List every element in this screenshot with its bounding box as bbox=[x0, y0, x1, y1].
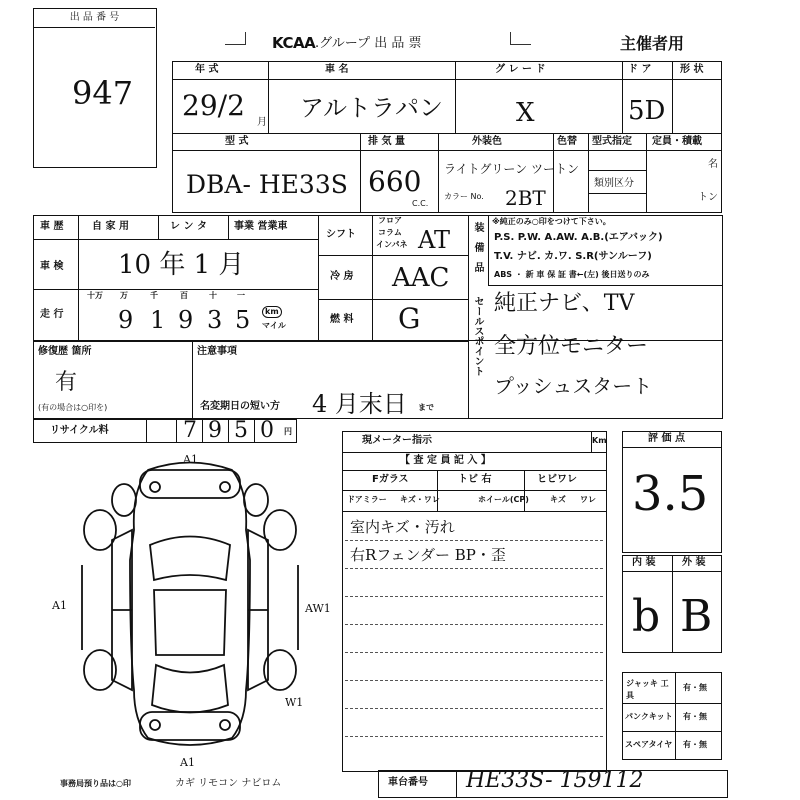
shift-option: インパネ bbox=[376, 240, 408, 249]
displacement-label: 排 気 量 bbox=[368, 136, 405, 147]
inspector-title: 【 査 定 員 記 入 】 bbox=[400, 455, 491, 466]
displacement-value: 660 bbox=[368, 165, 422, 198]
wheel-scratch: キズ bbox=[550, 495, 566, 504]
rating-score: 3.5 bbox=[632, 466, 709, 522]
chassis-label: 車台番号 bbox=[388, 777, 428, 788]
inspection-note-line: 室内キズ・汚れ bbox=[350, 518, 455, 536]
mirror-damage: キズ・ワレ bbox=[400, 495, 440, 504]
grade-value: X bbox=[516, 98, 535, 128]
shift-value: AT bbox=[418, 226, 451, 254]
lot-number-box bbox=[33, 8, 157, 168]
header-title: .グループ 出 品 票 bbox=[315, 36, 422, 51]
aircon-label: 冷 房 bbox=[330, 271, 354, 282]
exterior-label: 外 装 bbox=[682, 557, 706, 568]
digit-label: 千 bbox=[150, 291, 158, 300]
exterior-score: B bbox=[680, 591, 713, 642]
damage-mark: A1 bbox=[52, 599, 67, 612]
meter-unit: Km bbox=[592, 436, 607, 445]
mileage-digit: 3 bbox=[207, 306, 223, 334]
windshield-label: Fガラス bbox=[372, 474, 409, 485]
jack-value: 有・無 bbox=[683, 683, 707, 692]
shift-option: コラム bbox=[378, 228, 402, 237]
year-label: 年 式 bbox=[195, 64, 219, 75]
inspection-note-line: 右Rフェンダー BP・歪 bbox=[350, 546, 506, 564]
model-value: DBA- HE33S bbox=[186, 170, 348, 199]
recycle-digit: 0 bbox=[260, 418, 274, 443]
notes-label: 注意事項 bbox=[197, 346, 237, 357]
history-option-private: 自 家 用 bbox=[92, 221, 129, 232]
model-label: 型 式 bbox=[225, 136, 249, 147]
history-label: 車 歴 bbox=[40, 221, 64, 232]
digit-label: 百 bbox=[180, 291, 188, 300]
shift-option: フロア bbox=[378, 216, 402, 225]
jack-label: ジャッキ 工 具 bbox=[626, 679, 669, 700]
repair-value: 有 bbox=[55, 370, 78, 395]
equipment-line2: T.V. ナビ. カ.ワ. S.R(サンルーフ) bbox=[494, 251, 652, 262]
interior-label: 内 装 bbox=[632, 557, 656, 568]
sales-point-line: 全方位モニター bbox=[494, 334, 649, 359]
color-no-label: カラー No. bbox=[444, 192, 484, 201]
inspection-value: 10 年 1 月 bbox=[118, 250, 245, 280]
mileage-digit: 1 bbox=[150, 306, 166, 334]
meter-label: 現メーター指示 bbox=[362, 435, 432, 446]
mileage-digit: 5 bbox=[235, 306, 251, 334]
mile-unit: マイル bbox=[262, 321, 286, 330]
sales-point-line: 純正ナビ、TV bbox=[494, 291, 635, 316]
car-name-label: 車 名 bbox=[325, 64, 349, 75]
windshield-chip: トビ 右 bbox=[458, 474, 492, 485]
spare-tire-value: 有・無 bbox=[683, 740, 707, 749]
digit-label: 一 bbox=[237, 291, 245, 300]
office-items-label: 事務局預り品は○印 bbox=[60, 779, 131, 788]
mileage-label: 走 行 bbox=[40, 309, 64, 320]
fuel-label: 燃 料 bbox=[330, 314, 354, 325]
type-designation-label: 型式指定 bbox=[592, 136, 632, 147]
sales-point-label: セールスポイント bbox=[472, 296, 483, 376]
history-option-business: 事業 営業車 bbox=[234, 221, 288, 232]
spare-tire-label: スペアタイヤ bbox=[625, 740, 673, 749]
windshield-crack: ヒビワレ bbox=[537, 474, 577, 485]
puncture-kit-value: 有・無 bbox=[683, 712, 707, 721]
cc-unit: C.C. bbox=[412, 199, 429, 208]
person-unit: 名 bbox=[708, 159, 718, 170]
damage-mark: A1 bbox=[183, 453, 198, 466]
rating-label: 評 価 点 bbox=[648, 433, 685, 444]
puncture-kit-label: パンクキット bbox=[625, 712, 673, 721]
door-label: ド ア bbox=[628, 64, 652, 75]
grade-label: グ レ ー ド bbox=[495, 64, 546, 75]
brand-logo: KCAA bbox=[272, 34, 316, 52]
damage-mark: W1 bbox=[285, 696, 304, 709]
sponsor-label: 主催者用 bbox=[620, 34, 685, 53]
equipment-note: ※純正のみ○印をつけて下さい。 bbox=[492, 217, 611, 226]
recycle-digit: 5 bbox=[234, 418, 248, 443]
ton-unit: トン bbox=[698, 192, 718, 203]
deadline-label: 名変期日の短い方 bbox=[200, 401, 280, 412]
mileage-digit: 9 bbox=[178, 306, 194, 334]
header-corner-right bbox=[510, 32, 531, 45]
year-month-suffix: 月 bbox=[257, 117, 267, 128]
interior-score: b bbox=[632, 591, 661, 642]
mileage-digit: 9 bbox=[118, 306, 134, 334]
color-name-value: ライトグリーン ツートン bbox=[444, 162, 579, 176]
km-unit: km bbox=[262, 306, 282, 318]
chassis-number: HE33S- 159112 bbox=[466, 768, 644, 793]
history-option-rental: レ ン タ bbox=[170, 221, 207, 232]
recycle-digit: 9 bbox=[208, 418, 222, 443]
car-name-value: アルトラパン bbox=[300, 94, 444, 122]
sales-point-box bbox=[468, 285, 723, 419]
digit-label: 万 bbox=[120, 291, 128, 300]
wheel-crack: ワレ bbox=[580, 495, 596, 504]
shape-label: 形 状 bbox=[680, 64, 704, 75]
inspection-label: 車 検 bbox=[40, 261, 64, 272]
sales-point-line: プッシュスタート bbox=[494, 374, 653, 398]
equipment-line1: P.S. P.W. A.AW. A.B.(エアバック) bbox=[494, 232, 663, 243]
aircon-value: AAC bbox=[392, 263, 450, 293]
damage-mark: AW1 bbox=[305, 602, 331, 615]
lot-number: 947 bbox=[72, 74, 134, 112]
wheel-label: ホイール(CP) bbox=[478, 495, 529, 504]
digit-label: 十 bbox=[209, 291, 217, 300]
repair-note: (有の場合は○印を) bbox=[38, 403, 108, 412]
equipment-label: 装備品 bbox=[472, 222, 483, 282]
color-code-value: 2BT bbox=[505, 186, 546, 210]
capacity-label: 定員・積載 bbox=[652, 136, 702, 147]
repair-label: 修復歴 箇所 bbox=[38, 346, 92, 357]
shift-label: シフト bbox=[326, 229, 356, 240]
office-items: カギ リモコン ナビロム bbox=[175, 778, 282, 789]
recycle-label: リサイクル料 bbox=[50, 425, 109, 436]
fuel-value: G bbox=[398, 302, 421, 335]
mirror-label: ドアミラー bbox=[347, 495, 387, 504]
header-corner-left bbox=[225, 32, 246, 45]
category-label: 類別区分 bbox=[594, 178, 634, 189]
equipment-line3: ABS ・ 新 車 保 証 書←(左) 後日送りのみ bbox=[494, 270, 650, 279]
color-label: 外装色 bbox=[472, 136, 502, 147]
doors-value: 5D bbox=[628, 96, 666, 126]
deadline-suffix: まで bbox=[418, 403, 434, 412]
year-value: 29/2 bbox=[182, 89, 245, 122]
damage-mark: A1 bbox=[180, 756, 195, 769]
yen-unit: 円 bbox=[284, 427, 292, 436]
color-change-label: 色替 bbox=[557, 136, 577, 147]
recycle-digit: 7 bbox=[183, 418, 197, 443]
deadline-value: 4 月末日 bbox=[312, 390, 407, 418]
lot-number-label: 出 品 番 号 bbox=[34, 9, 155, 28]
digit-label: 十万 bbox=[87, 291, 103, 300]
